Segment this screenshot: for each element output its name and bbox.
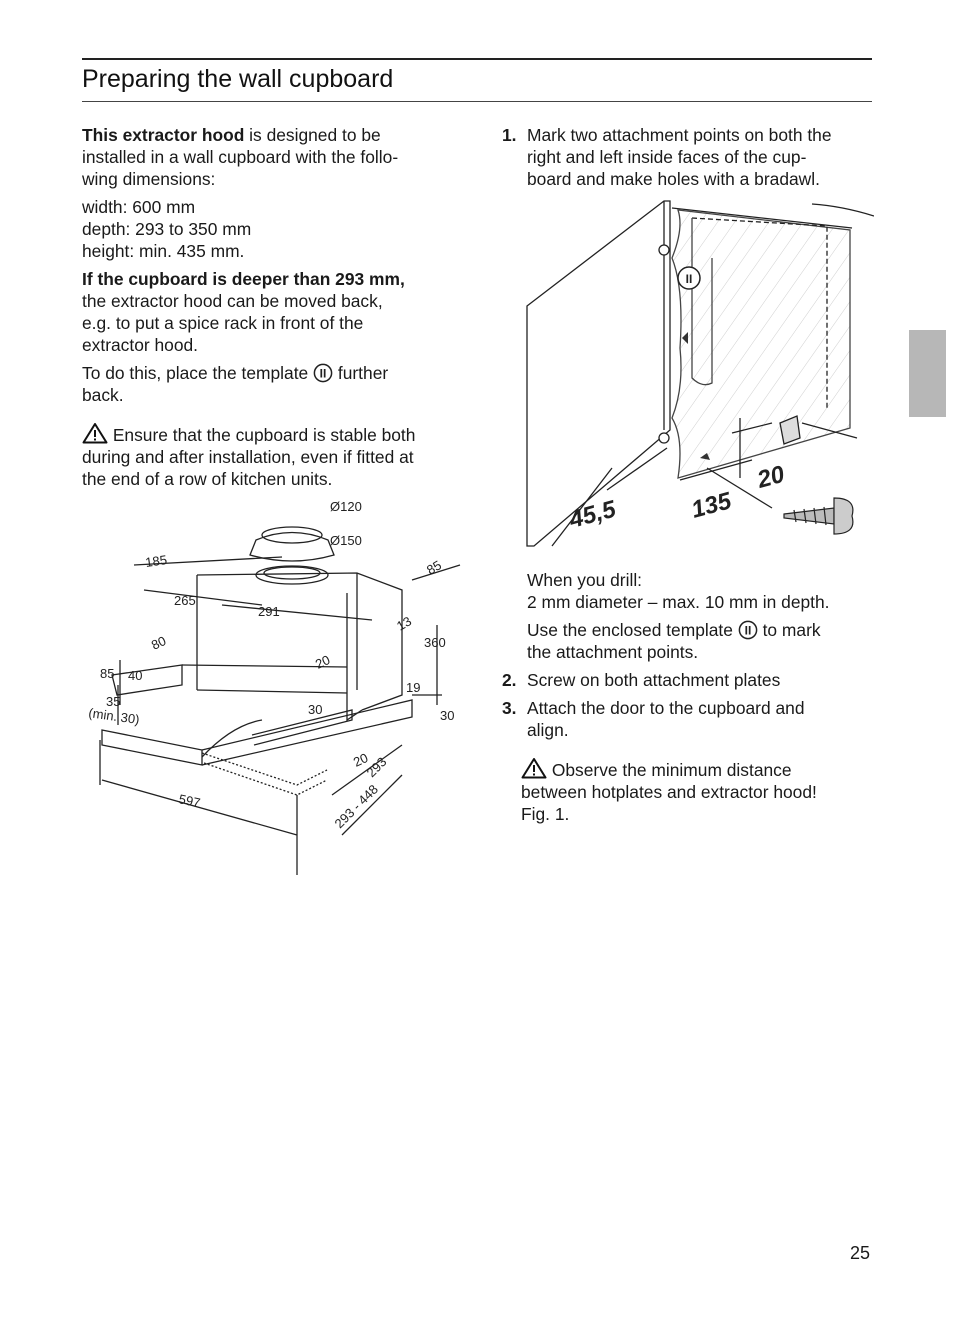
drill-line-1: When you drill: <box>527 570 643 590</box>
template-symbol-icon <box>313 363 333 383</box>
label-80: 80 <box>148 633 169 653</box>
intro-bold: This extractor hood <box>82 125 245 145</box>
step-1 <box>502 124 874 190</box>
label-85: 85 <box>100 666 115 681</box>
page-title: Preparing the wall cupboard <box>82 65 394 93</box>
deeper-line-1: the extractor hood can be moved back, <box>82 291 383 311</box>
label-min-30: (min. 30) <box>87 705 141 728</box>
right-column-lower <box>502 569 874 831</box>
screw-icon <box>784 498 853 534</box>
drill-line-2: 2 mm diameter – max. 10 mm in depth. <box>527 592 830 612</box>
deeper-line-3: extractor hood. <box>82 335 199 355</box>
use-template-paragraph <box>502 619 874 663</box>
drill-instructions <box>502 569 874 613</box>
label-20-b: 20 <box>350 750 371 770</box>
dimension-depth: depth: 293 to 350 mm <box>82 219 252 239</box>
warning-icon-2 <box>521 757 547 779</box>
header-bottom-rule <box>82 101 872 102</box>
intro-line-2: installed in a wall cupboard with the follo- <box>82 147 399 167</box>
template-symbol-figure-icon <box>678 267 700 289</box>
label-293: 293 <box>363 754 390 781</box>
label-360: 360 <box>424 635 446 650</box>
warning-line-2: during and after installation, even if fitted at <box>82 447 414 467</box>
template-symbol-icon-2 <box>738 620 758 640</box>
label-30-a: 30 <box>308 702 323 717</box>
label-293-448: 293 - 448 <box>331 781 381 832</box>
page-number: 25 <box>850 1243 871 1263</box>
hood-dimension-drawing <box>82 495 472 880</box>
step-3-number: 3. <box>502 698 517 718</box>
distance-warning-line-2: between hotplates and extractor hood! <box>521 782 817 802</box>
label-35: 35 <box>106 694 121 709</box>
step-2-text: Screw on both attachment plates <box>527 670 781 690</box>
use-template-line-2: the attachment points. <box>527 642 699 662</box>
step-3-line-1: Attach the door to the cupboard and <box>527 698 805 718</box>
dimension-width: width: 600 mm <box>82 197 196 217</box>
distance-warning-line-1: Observe the minimum distance <box>547 760 792 780</box>
distance-warning <box>502 757 874 825</box>
right-column <box>502 124 874 190</box>
warning-line-3: the end of a row of kitchen units. <box>82 469 333 489</box>
step-3-line-2: align. <box>527 720 569 740</box>
step-2-number: 2. <box>502 670 517 690</box>
label-19: 19 <box>406 680 421 695</box>
template-symbol-text-2: II <box>744 623 752 638</box>
deeper-bold: If the cupboard is deeper than 293 mm, <box>82 269 405 289</box>
header-top-rule <box>82 58 872 60</box>
label-265: 265 <box>174 593 196 608</box>
template-paragraph <box>82 362 454 406</box>
stability-warning <box>82 422 454 490</box>
step-1-line-1: Mark two attachment points on both the <box>527 125 832 145</box>
dimensions-list <box>82 196 454 262</box>
label-40: 40 <box>128 668 143 683</box>
step-1-line-2: right and left inside faces of the cup- <box>527 147 807 167</box>
label-135: 135 <box>688 487 735 524</box>
deeper-paragraph <box>82 268 454 356</box>
template-text-after: further <box>337 363 389 383</box>
dimension-height: height: min. 435 mm. <box>82 241 245 261</box>
intro-line-1: is designed to be <box>244 125 381 145</box>
label-45-5: 45,5 <box>566 495 619 534</box>
step-1-line-3: board and make holes with a bradawl. <box>527 169 820 189</box>
label-291: 291 <box>258 604 280 619</box>
figure-template-symbol-text: II <box>685 272 693 286</box>
label-185: 185 <box>144 552 168 570</box>
step-1-number: 1. <box>502 125 517 145</box>
warning-icon <box>82 422 108 444</box>
template-symbol-text: II <box>319 366 327 381</box>
label-d150: Ø150 <box>330 533 362 548</box>
step-2 <box>502 669 874 691</box>
side-thumb-tab <box>909 330 946 417</box>
deeper-line-2: e.g. to put a spice rack in front of the <box>82 313 364 333</box>
distance-warning-line-3: Fig. 1. <box>521 804 570 824</box>
cupboard-attachment-drawing <box>512 198 874 550</box>
left-column <box>82 124 454 496</box>
label-13: 13 <box>394 613 415 634</box>
use-template-after: to mark <box>762 620 821 640</box>
warning-line-1: Ensure that the cupboard is stable both <box>108 425 416 445</box>
step-3 <box>502 697 874 741</box>
label-20: 20 <box>754 460 788 494</box>
intro-line-3: wing dimensions: <box>82 169 216 189</box>
use-template-before: Use the enclosed template <box>527 620 738 640</box>
template-text-before: To do this, place the template <box>82 363 314 383</box>
label-85-top: 85 <box>424 557 445 578</box>
intro-paragraph <box>82 124 454 190</box>
label-d120: Ø120 <box>330 499 362 514</box>
label-20-a: 20 <box>312 652 333 672</box>
label-597: 597 <box>177 791 202 811</box>
label-30-b: 30 <box>440 708 455 723</box>
template-text-after-2: back. <box>82 385 124 405</box>
